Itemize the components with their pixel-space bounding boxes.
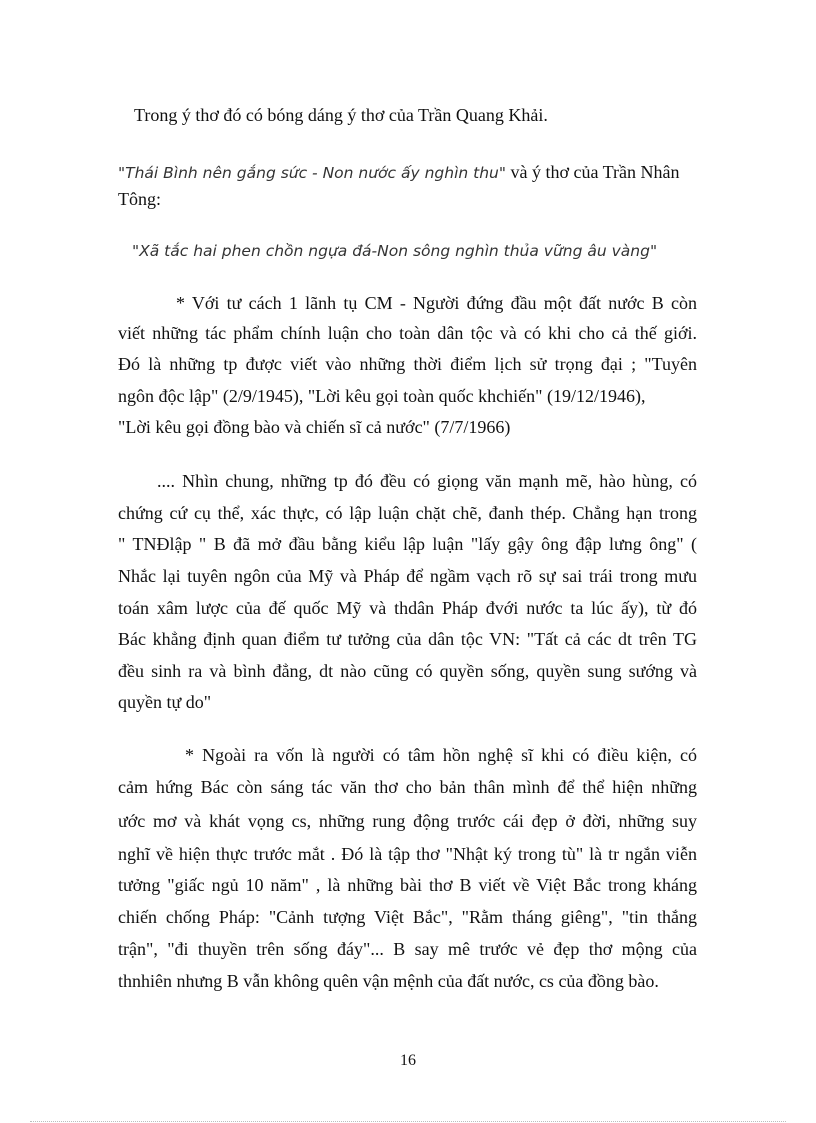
paragraph-6-line-2: cảm hứng Bác còn sáng tác văn thơ cho bản thân mình để thể hiện những (118, 777, 697, 797)
quote-xa-tac: "Xã tắc hai phen chồn ngựa đá-Non sông nghìn thủa vững âu vàng" (132, 242, 658, 260)
paragraph-4-line-3: Đó là những tp được viết vào những thời điểm lịch sử trọng đại ; "Tuyên (118, 354, 697, 374)
paragraph-6-line-7: trận", "đi thuyền trên sống đáy"... B say mê trước vẻ đẹp thơ mộng của (118, 939, 697, 959)
paragraph-5-line-5: toán xâm lược của đế quốc Mỹ và thdân Pháp đvới nước ta lúc ấy), từ đó (118, 598, 697, 618)
paragraph-5-line-7: đều sinh ra và bình đẳng, dt nào cũng có quyền sống, quyền sung sướng và (118, 661, 697, 681)
paragraph-5-line-2: chứng cứ cụ thể, xác thực, có lập luận chặt chẽ, đanh thép. Chẳng hạn trong (118, 503, 697, 523)
paragraph-4-line-5: "Lời kêu gọi đồng bào và chiến sĩ cả nước" (7/7/1966) (118, 417, 511, 437)
paragraph-6-line-6: chiến chống Pháp: "Cảnh tượng Việt Bắc", "Rằm tháng giêng", "tin thắng (118, 907, 697, 927)
paragraph-2-line-2: Tông: (118, 189, 161, 209)
paragraph-2-text: và ý thơ của Trần Nhân (505, 162, 680, 182)
paragraph-2-line-1 (118, 161, 679, 184)
paragraph-6-line-8: thnhiên nhưng B vẫn không quên vận mệnh của đất nước, cs của đồng bào. (118, 971, 659, 991)
paragraph-6-line-4: nghĩ về hiện thực trước mắt . Đó là tập thơ "Nhật ký trong tù" là tr ngắn viễn (118, 844, 697, 864)
paragraph-5-line-4: Nhắc lại tuyên ngôn của Mỹ và Pháp để ngầm vạch rõ sự sai trái trong mưu (118, 566, 697, 586)
paragraph-4-line-4: ngôn độc lập" (2/9/1945), "Lời kêu gọi toàn quốc khchiến" (19/12/1946), (118, 386, 646, 406)
page-number: 16 (400, 1052, 416, 1069)
paragraph-6-line-1: * Ngoài ra vốn là người có tâm hồn nghệ sĩ khi có điều kiện, có (185, 745, 697, 765)
paragraph-5-line-8: quyền tự do" (118, 692, 212, 712)
paragraph-6-line-5: tưởng "giấc ngủ 10 năm" , là những bài thơ B viết về Việt Bắc trong kháng (118, 875, 697, 895)
paragraph-4-line-2: viết những tác phẩm chính luận cho toàn dân tộc và có khi cho cả thế giới. (118, 323, 697, 343)
paragraph-5-line-3: " TNĐlập " B đã mở đầu bằng kiểu lập luận "lấy gậy ông đập lưng ông" ( (118, 534, 697, 554)
paragraph-6-line-3: ước mơ và khát vọng cs, những rung động trước cái đẹp ở đời, những suy (118, 811, 697, 831)
paragraph-4-line-1: * Với tư cách 1 lãnh tụ CM - Người đứng đầu một đất nước B còn (176, 293, 697, 313)
paragraph-5-line-6: Bác khẳng định quan điểm tư tưởng của dân tộc VN: "Tất cả các dt trên TG (118, 629, 697, 649)
footer-divider (30, 1121, 786, 1122)
quote-thai-binh: "Thái Bình nên gắng sức - Non nước ấy nghìn thu" (118, 164, 506, 182)
paragraph-1-line-1: Trong ý thơ đó có bóng dáng ý thơ của Trần Quang Khải. (134, 105, 548, 125)
paragraph-5-line-1: .... Nhìn chung, những tp đó đều có giọng văn mạnh mẽ, hào hùng, có (157, 471, 697, 491)
